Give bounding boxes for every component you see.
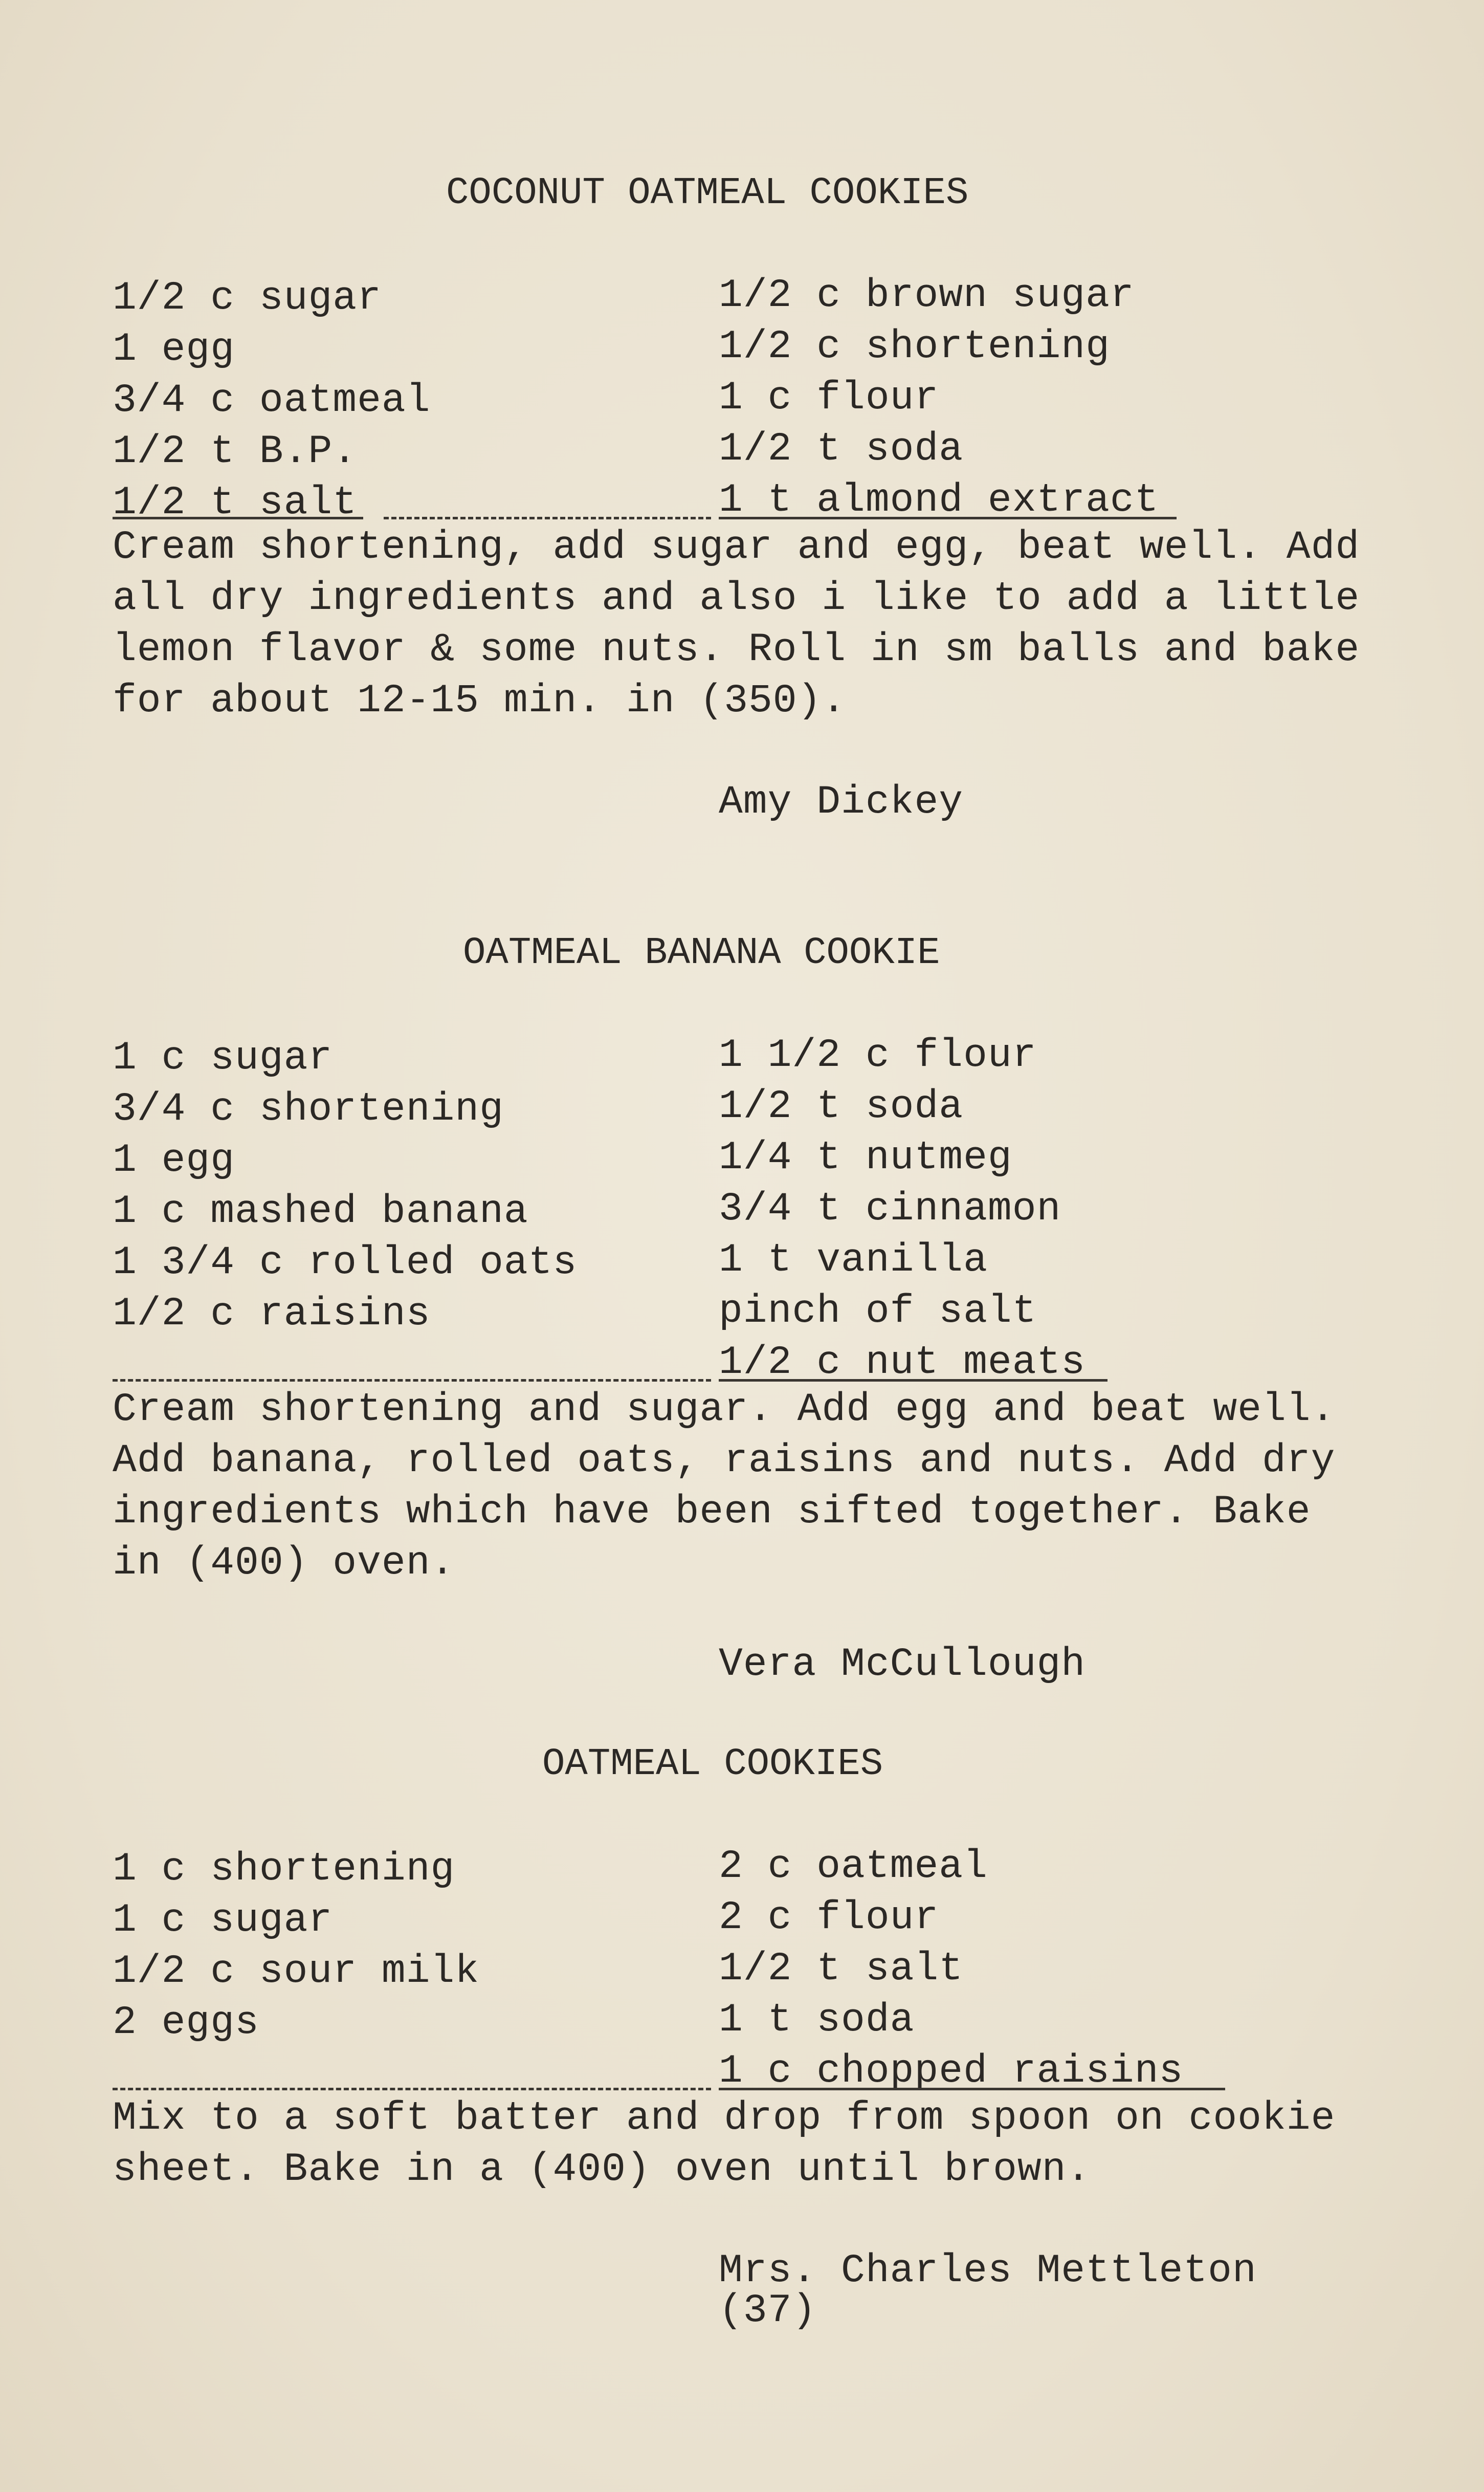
ingredient: 2 eggs	[113, 2000, 259, 2045]
ingredient: 1/2 t B.P.	[113, 429, 358, 474]
ingredient: 1 c sugar	[113, 1898, 333, 1943]
ingredient: 1/2 t soda	[719, 427, 964, 472]
ingredient: 1 egg	[113, 1138, 235, 1183]
ingredient: 2 c flour	[719, 1895, 939, 1940]
ingredient: 1 3/4 c rolled oats	[113, 1240, 578, 1285]
directions-line: all dry ingredients and also i like to add a little	[113, 576, 1360, 621]
recipe-title: OATMEAL BANANA COOKIE	[463, 932, 940, 975]
underline	[113, 517, 363, 519]
dashed-rule	[113, 1379, 711, 1382]
directions-line: Cream shortening and sugar. Add egg and beat well.	[113, 1387, 1336, 1432]
ingredient: 1 t vanilla	[719, 1238, 988, 1283]
ingredient: 1/2 c sugar	[113, 276, 382, 321]
ingredient: 1 t almond extract	[719, 478, 1159, 523]
ingredient: 3/4 c shortening	[113, 1087, 504, 1132]
ingredient: 2 c oatmeal	[719, 1844, 988, 1889]
recipe-author: Vera McCullough	[719, 1642, 1086, 1687]
directions-line: Add banana, rolled oats, raisins and nuts. Add dry	[113, 1438, 1336, 1483]
ingredient: 1 c chopped raisins	[719, 2049, 1184, 2094]
ingredient: 1 c mashed banana	[113, 1189, 528, 1234]
ingredient: 1/2 t soda	[719, 1084, 964, 1129]
ingredient: 3/4 c oatmeal	[113, 378, 431, 423]
directions-line: Mix to a soft batter and drop from spoon on cookie	[113, 2096, 1336, 2141]
ingredient: 1/2 t salt	[719, 1947, 964, 1992]
ingredient: 1/2 c nut meats	[719, 1340, 1086, 1385]
underline	[719, 517, 1177, 519]
ingredient: 1 c sugar	[113, 1036, 333, 1081]
directions-line: sheet. Bake in a (400) oven until brown.	[113, 2147, 1091, 2192]
ingredient: 1 1/2 c flour	[719, 1033, 1037, 1078]
ingredient: 1/2 c raisins	[113, 1292, 431, 1337]
ingredient: pinch of salt	[719, 1289, 1037, 1334]
recipe-title: OATMEAL COOKIES	[542, 1743, 883, 1786]
ingredient: 1 t soda	[719, 1998, 915, 2043]
ingredient: 1/2 c sour milk	[113, 1949, 480, 1994]
directions-line: in (400) oven.	[113, 1541, 455, 1586]
ingredient: 1/4 t nutmeg	[719, 1135, 1012, 1181]
underline	[719, 2088, 1225, 2090]
recipe-author: Mrs. Charles Mettleton	[719, 2248, 1257, 2293]
ingredient: 1/2 t salt	[113, 480, 358, 526]
directions-line: for about 12-15 min. in (350).	[113, 679, 847, 724]
ingredient: 1 c flour	[719, 376, 939, 421]
page-number: (37)	[719, 2288, 817, 2333]
directions-line: lemon flavor & some nuts. Roll in sm balls and bake	[113, 627, 1360, 672]
recipe-title: COCONUT OATMEAL COOKIES	[446, 172, 969, 215]
underline	[719, 1379, 1108, 1382]
ingredient: 1 c shortening	[113, 1847, 455, 1892]
ingredient: 1/2 c shortening	[719, 324, 1110, 369]
ingredient: 1/2 c brown sugar	[719, 273, 1135, 318]
recipe-author: Amy Dickey	[719, 780, 964, 825]
dashed-rule	[384, 517, 711, 519]
dashed-rule	[113, 2088, 711, 2090]
ingredient: 1 egg	[113, 327, 235, 372]
directions-line: ingredients which have been sifted together. Bake	[113, 1490, 1311, 1535]
ingredient: 3/4 t cinnamon	[719, 1187, 1061, 1232]
directions-line: Cream shortening, add sugar and egg, beat well. Add	[113, 525, 1360, 570]
